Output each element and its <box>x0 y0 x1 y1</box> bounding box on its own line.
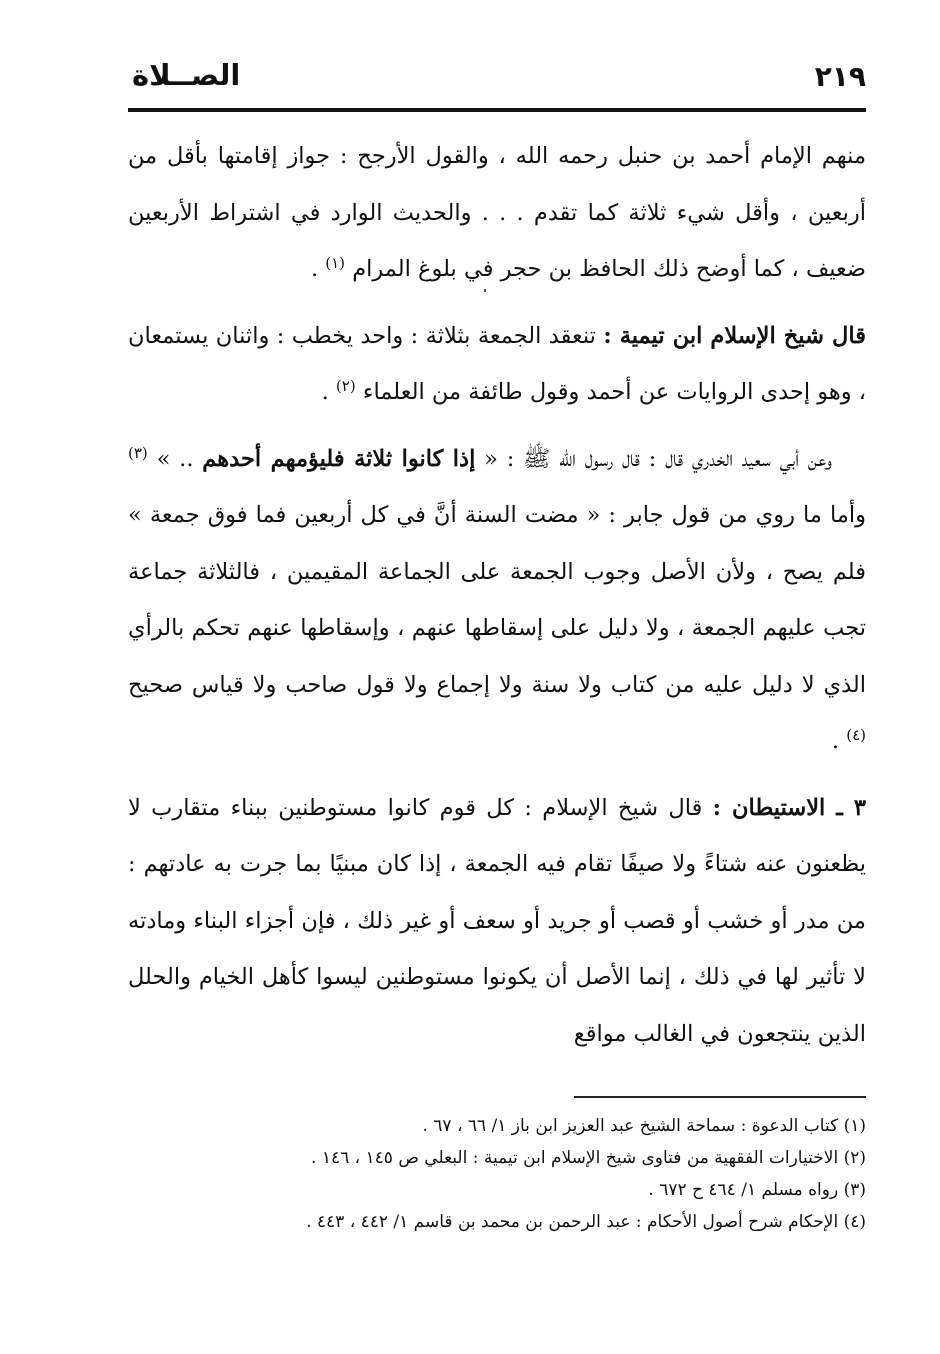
running-title: الصــلاة <box>132 58 241 92</box>
paragraph-2 <box>128 308 866 421</box>
footnote-1: (١) كتاب الدعوة : سماحة الشيخ عبد العزيز ابن باز ١/ ٦٦ ، ٦٧ . <box>422 1116 866 1136</box>
footnote-ref-1: (١) <box>325 254 346 272</box>
paragraph-1-text: منهم الإمام أحمد بن حنبل رحمه الله ، والقول الأرجح : جواز إقامتها بأقل من أربعين ، وأقل شيء ثلاثة كما تقدم . . . والحديث الوارد في اشتراط الأربعين ضعيف ، كما أوضح ذلك الحافظ بن حجر في بلوغ المرام <box>128 143 866 282</box>
footnotes <box>128 1110 866 1238</box>
hadith-quote: إذا كانوا ثلاثة فليؤمهم أحدهم <box>202 445 476 472</box>
paragraph-3-text-c: وأما ما روي من قول جابر : « مضت السنة أنَّ في كل أربعين فما فوق جمعة » فلم يصح ، ولأن الأصل وجوب الجمعة على الجماعة المقيمين ، فالثلاثة جماعة تجب عليهم الجمعة ، ولا دليل على إسقاطها عنهم ، وإسقاطها عنهم تحكم بالرأي الذي لا دليل عليه من كتاب ولا سنة ولا إجماع ولا قول صاحب ولا قياس صحيح <box>128 502 866 698</box>
page-header <box>128 58 866 108</box>
paragraph-2-end: . <box>321 379 336 405</box>
body-text <box>128 128 866 1062</box>
footnote-ref-2: (٢) <box>335 377 356 395</box>
page-number: ٢١٩ <box>814 60 866 93</box>
paragraph-2-lead: قال شيخ الإسلام ابن تيمية : <box>603 322 866 349</box>
paragraph-1-end: . <box>310 256 326 282</box>
footnote-ref-4: (٤) <box>846 726 866 744</box>
paragraph-1 <box>128 128 866 298</box>
paragraph-4 <box>128 780 866 1063</box>
paragraph-2-text: تنعقد الجمعة بثلاثة : واحد يخطب : واثنان يستمعان ، وهو إحدى الروايات عن أحمد وقول طائفة من العلماء <box>128 322 866 405</box>
paragraph-3-end: . <box>831 728 847 754</box>
paragraph-3-text-b: .. » <box>156 445 203 472</box>
footnote-rule <box>574 1096 866 1098</box>
footnote-ref-3: (٣) <box>128 443 148 462</box>
footnote-3: (٣) رواه مسلم ١/ ٤٦٤ ح ٦٧٢ . <box>648 1180 866 1200</box>
paragraph-4-text: قال شيخ الإسلام : كل قوم كانوا مستوطنين ببناء متقارب لا يظعنون عنه شتاءً ولا صيفًا تقام فيه الجمعة ، إذا كان مبنيًا بما جرت به عادتهم : من مدر أو خشب أو قصب أو جريد أو سعف أو غير ذلك ، فإن أجزاء البناء ومادته لا تأثير لها في ذلك ، إنما الأصل أن يكونوا مستوطنين ليسوا كأهل الخيام والحلل الذين ينتجعون في الغالب مواقع <box>128 794 866 1047</box>
footnote-2: (٢) الاختيارات الفقهية من فتاوى شيخ الإسلام ابن تيمية : البعلي ص ١٤٥ ، ١٤٦ . <box>311 1148 866 1168</box>
paragraph-4-lead: ٣ ـ الاستيطان : <box>712 794 866 821</box>
paragraph-3-text-a: وعن أبي سعيد الخدري قال : قال رسول الله ﷺ : « <box>475 445 832 472</box>
paragraph-3 <box>128 431 866 770</box>
footnote-4: (٤) الإحكام شرح أصول الأحكام : عبد الرحمن بن محمد بن قاسم ١/ ٤٤٢ ، ٤٤٣ . <box>306 1212 866 1232</box>
header-rule <box>128 108 866 112</box>
